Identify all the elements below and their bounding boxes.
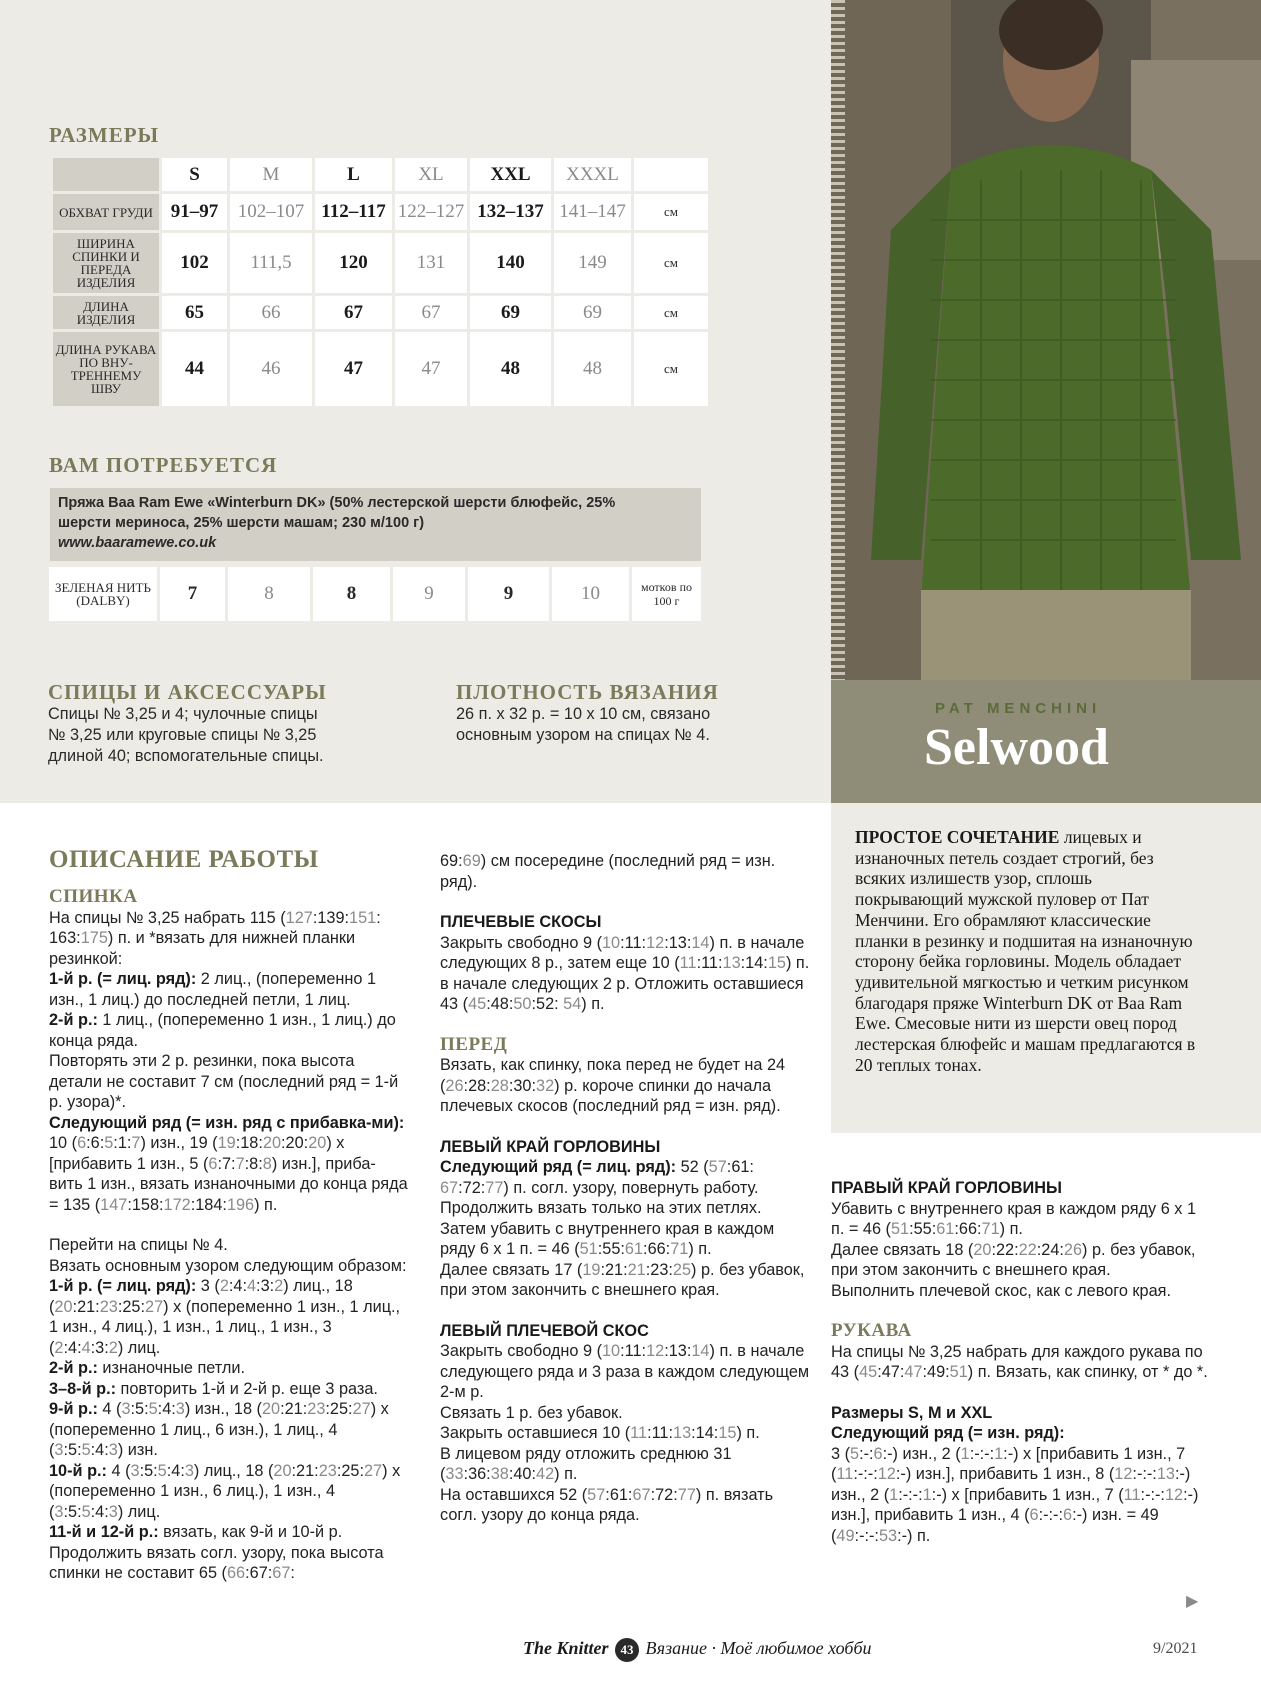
row-label: ЗЕЛЕНАЯ НИТЬ (DALBY) [49,567,157,621]
table-row [53,332,708,406]
instructions-heading: ОПИСАНИЕ РАБОТЫ [49,846,319,873]
yarn-line: шерсти мериноса, 25% шерсти машам; 230 м/100 г) [58,515,425,531]
pattern-title: Selwood [924,719,1109,776]
table-cell: 8 [313,567,390,621]
sleeves-heading: РУКАВА [831,1320,912,1341]
row-label: ДЛИНА РУКАВА ПО ВНУ-ТРЕННЕМУ ШВУ [53,332,159,406]
unit-cell: см [634,296,708,329]
magazine-name: The Knitter [523,1638,609,1658]
table-cell: 69 [470,296,551,329]
size-header: M [230,158,312,191]
paragraph: Продолжить вязать согл. узору, пока высота спинки не составит 65 (66:67:67: [49,1543,384,1582]
paragraph: Следующий ряд (= изн. ряд): [831,1424,1065,1442]
size-header: S [162,158,227,191]
left-shoulder-heading: ЛЕВЫЙ ПЛЕЧЕВОЙ СКОС [440,1321,649,1340]
front-heading: ПЕРЕД [440,1033,508,1055]
needles-heading: СПИЦЫ И АКСЕССУАРЫ [48,680,327,704]
paragraph: Связать 1 р. без убавок. [440,1403,623,1422]
paragraph: В лицевом ряду отложить среднюю 31 (33:36:38:40:42) п. [440,1444,732,1483]
yarn-link[interactable]: www.baaramewe.co.uk [58,535,217,551]
paragraph: Повторять эти 2 р. резинки, пока высота детали не составит 7 см (последний ряд = 1-й р. узора)*. [49,1052,399,1111]
shoulder-heading: ПЛЕЧЕВЫЕ СКОСЫ [440,913,602,931]
continue-arrow-icon: ▶ [1186,1593,1199,1610]
paragraph: Далее связать 17 (19:21:21:23:25) р. без убавок, при этом закончить с внешнего края. [440,1260,805,1299]
paragraph: 1-й р. (= лиц. ряд): 3 (2:4:4:3:2) лиц., 18 (20:21:23:25:27) х (попеременно 1 изн., 1 лиц., 1 изн., 4 лиц.), 1 изн., 1 лиц., 1 изн., 3 (2:4:4:3:2) лиц. [49,1277,401,1357]
table-cell: 131 [395,233,467,293]
table-cell: 122–127 [395,194,467,230]
paragraph: Далее связать 18 (20:22:22:24:26) р. без убавок, при этом закончить с внешнего края. [831,1240,1196,1279]
table-cell: 10 [552,567,629,621]
paragraph: Убавить с внутреннего края в каждом ряду 6 х 1 п. = 46 (51:55:61:66:71) п. [831,1199,1196,1238]
table-cell: 46 [230,332,312,406]
table-cell: 7 [160,567,225,621]
unit-cell: см [634,332,708,406]
yarn-description [50,488,701,561]
table-row [53,194,708,230]
unit-cell: см [634,233,708,293]
gauge-heading: ПЛОТНОСТЬ ВЯЗАНИЯ [456,680,719,704]
table-cell: 65 [162,296,227,329]
paragraph: Закрыть свободно 9 (10:11:12:13:14) п. в начале следующих 8 р., затем еще 10 (11:11:13:14:15) п. в начале следующих 2 р. Отложить оставшиеся 43 (45:48:50:52: 54) п. [440,933,810,1013]
sizes-table [50,155,711,409]
paragraph: Перейти на спицы № 4. [49,1236,228,1254]
page-number: 43 [615,1638,639,1662]
sleeve-sizes-heading: Размеры S, M и XXL [831,1403,993,1422]
right-neck-heading: ПРАВЫЙ КРАЙ ГОРЛОВИНЫ [831,1179,1062,1197]
table-cell: 47 [315,332,392,406]
paragraph: Закрыть свободно 9 (10:11:12:13:14) п. в начале следующего ряда и 3 раза в каждом следующем 2-м р. [440,1342,810,1401]
table-cell: 67 [395,296,467,329]
paragraph: 9-й р.: 4 (3:5:5:4:3) изн., 18 (20:21:23:25:27) х (попеременно 1 лиц., 6 изн.), 1 лиц., 4 (3:5:5:4:3) изн. [49,1400,389,1459]
paragraph: Следующий ряд (= лиц. ряд): 52 (57:61: 67:72:77) п. согл. узору, повернуть работу. [440,1158,759,1197]
table-cell: 149 [554,233,631,293]
paragraph: Вязать, как спинку, пока перед не будет на 24 (26:28:28:30:32) р. короче спинки до начала плечевых скосов (последний ряд = изн. ряд). [440,1056,786,1115]
unit-cell: см [634,194,708,230]
table-cell: 67 [315,296,392,329]
paragraph: На спицы № 3,25 набрать для каждого рукава по 43 (45:47:47:49:51) п. Вязать, как спинку, от * до *. [831,1342,1208,1381]
unit-header [634,158,708,191]
table-cell: 48 [554,332,631,406]
paragraph: На оставшихся 52 (57:61:67:72:77) п. вязать согл. узору до конца ряда. [440,1485,774,1524]
designer-name: PAT MENCHINI [935,700,1102,717]
paragraph: Продолжить вязать только на этих петлях. Затем убавить с внутреннего края в каждом ряду 6 х 1 п. = 46 (51:55:61:66:71) п. [440,1199,775,1258]
paragraph: Следующий ряд (= изн. ряд с прибавка-ми): 10 (6:6:5:1:7) изн., 19 (19:18:20:20:20) х [прибавить 1 изн., 5 (6:7:7:8:8) изн.], приба-вить 1 изн., вязать изнаночными до конца ряда = 135 (147:158:172:184:196) п. [49,1113,408,1214]
table-cell: 141–147 [554,194,631,230]
instructions-column-1 [49,887,409,1584]
issue-date: 9/2021 [1153,1640,1198,1657]
size-header: XL [395,158,467,191]
paragraph: 2-й р.: 1 лиц., (попеременно 1 изн., 1 лиц.) до конца ряда. [49,1011,396,1050]
paragraph: 69:69) см посередине (последний ряд = изн. ряд). [440,852,776,891]
size-header: L [315,158,392,191]
table-cell: 69 [554,296,631,329]
paragraph: Выполнить плечевой скос, как с левого края. [831,1281,1171,1300]
size-header: XXL [470,158,551,191]
table-cell: 91–97 [162,194,227,230]
gauge-text: 26 п. х 32 р. = 10 х 10 см, связано основным узором на спицах № 4. [456,705,711,744]
paragraph: 3–8-й р.: повторить 1-й и 2-й р. еще 3 раза. [49,1379,378,1398]
table-cell: 140 [470,233,551,293]
paragraph: 2-й р.: изнаночные петли. [49,1359,246,1377]
back-heading: СПИНКА [49,886,138,907]
intro-lead: ПРОСТОЕ СОЧЕТАНИЕ [855,827,1060,847]
sweater-photo [831,0,1261,680]
model-illustration [831,0,1261,680]
row-label: ДЛИНА ИЗДЕЛИЯ [53,296,159,329]
paragraph: Закрыть оставшиеся 10 (11:11:13:14:15) п. [440,1424,760,1442]
paragraph: 3 (5:-:6:-) изн., 2 (1:-:-:1:-) х [прибавить 1 изн., 7 (11:-:-:12:-) изн.], прибавить 1 изн., 8 (12:-:-:13:-) изн., 2 (1:-:-:1:-) х [прибавить 1 изн., 7 (11:-:-:12:-) изн.], прибавить 1 изн., 4 (6:-:-:6:-) изн. = 49 (49:-:-:53:-) п. [831,1444,1199,1545]
needles-text: Спицы № 3,25 и 4; чулочные спицы № 3,25 или круговые спицы № 3,25 длиной 40; вспомогательные спицы. [48,705,324,765]
table-cell: 120 [315,233,392,293]
table-cell: 8 [228,567,310,621]
title-band [831,680,1261,803]
unit-cell: мотков по 100 г [632,567,701,621]
table-cell: 9 [393,567,465,621]
paragraph: 1-й р. (= лиц. ряд): 2 лиц., (попеременно 1 изн., 1 лиц.) до последней петли, 1 лиц. [49,970,377,1009]
table-cell: 132–137 [470,194,551,230]
yarn-quantity-table [46,564,704,624]
table-row [53,233,708,293]
footer-credit [523,1638,872,1662]
paragraph: На спицы № 3,25 набрать 115 (127:139:151: 163:175) п. и *вязать для нижней планки резинкой: [49,908,381,968]
intro-text: ПРОСТОЕ СОЧЕТАНИЕ лицевых и изнаночных петель создает строгий, без всяких излишеств узор, сплошь покрывающий мужской пуловер от Пат Менчини. Его обрамляют классические планки в резинку и подшитая на изнаночную сторону бейка горловины. Модель обладает удивительной мягкостью и четким рисунком благодаря пряже Winterburn DK от Baa Ram Ewe. Смесовые нити из шерсти овец пород лестерская блюфейс и машам предлагаются в 20 теплых тонах. [855,827,1196,1075]
sizes-header-row [53,158,708,191]
magazine-tagline: Вязание · Моё любимое хобби [645,1638,872,1658]
sizes-heading: РАЗМЕРЫ [49,123,160,147]
yarn-line: Пряжа Baa Ram Ewe «Winterburn DK» (50% лестерской шерсти блюфейс, 25% [58,495,616,511]
table-corner [53,158,159,191]
size-header: XXXL [554,158,631,191]
instructions-column-3 [831,1178,1211,1546]
materials-heading: ВАМ ПОТРЕБУЕТСЯ [49,453,278,477]
table-cell: 66 [230,296,312,329]
paragraph: 11-й и 12-й р.: вязать, как 9-й и 10-й р. [49,1523,343,1541]
table-cell: 9 [468,567,549,621]
row-label: ШИРИНА СПИНКИ И ПЕРЕДА ИЗДЕЛИЯ [53,233,159,293]
table-cell: 48 [470,332,551,406]
table-cell: 102–107 [230,194,312,230]
row-label: ОБХВАТ ГРУДИ [53,194,159,230]
table-row [49,567,701,621]
instructions-column-2 [440,851,810,1526]
intro-panel [831,803,1261,1133]
paragraph: Вязать основным узором следующим образом: [49,1256,407,1275]
table-cell: 111,5 [230,233,312,293]
table-cell: 112–117 [315,194,392,230]
paragraph: 10-й р.: 4 (3:5:5:4:3) лиц., 18 (20:21:23:25:27) х (попеременно 1 изн., 6 лиц.), 1 изн., 4 (3:5:5:4:3) лиц. [49,1461,401,1521]
table-row [53,296,708,329]
table-cell: 102 [162,233,227,293]
table-cell: 47 [395,332,467,406]
left-neck-heading: ЛЕВЫЙ КРАЙ ГОРЛОВИНЫ [440,1137,661,1156]
table-cell: 44 [162,332,227,406]
